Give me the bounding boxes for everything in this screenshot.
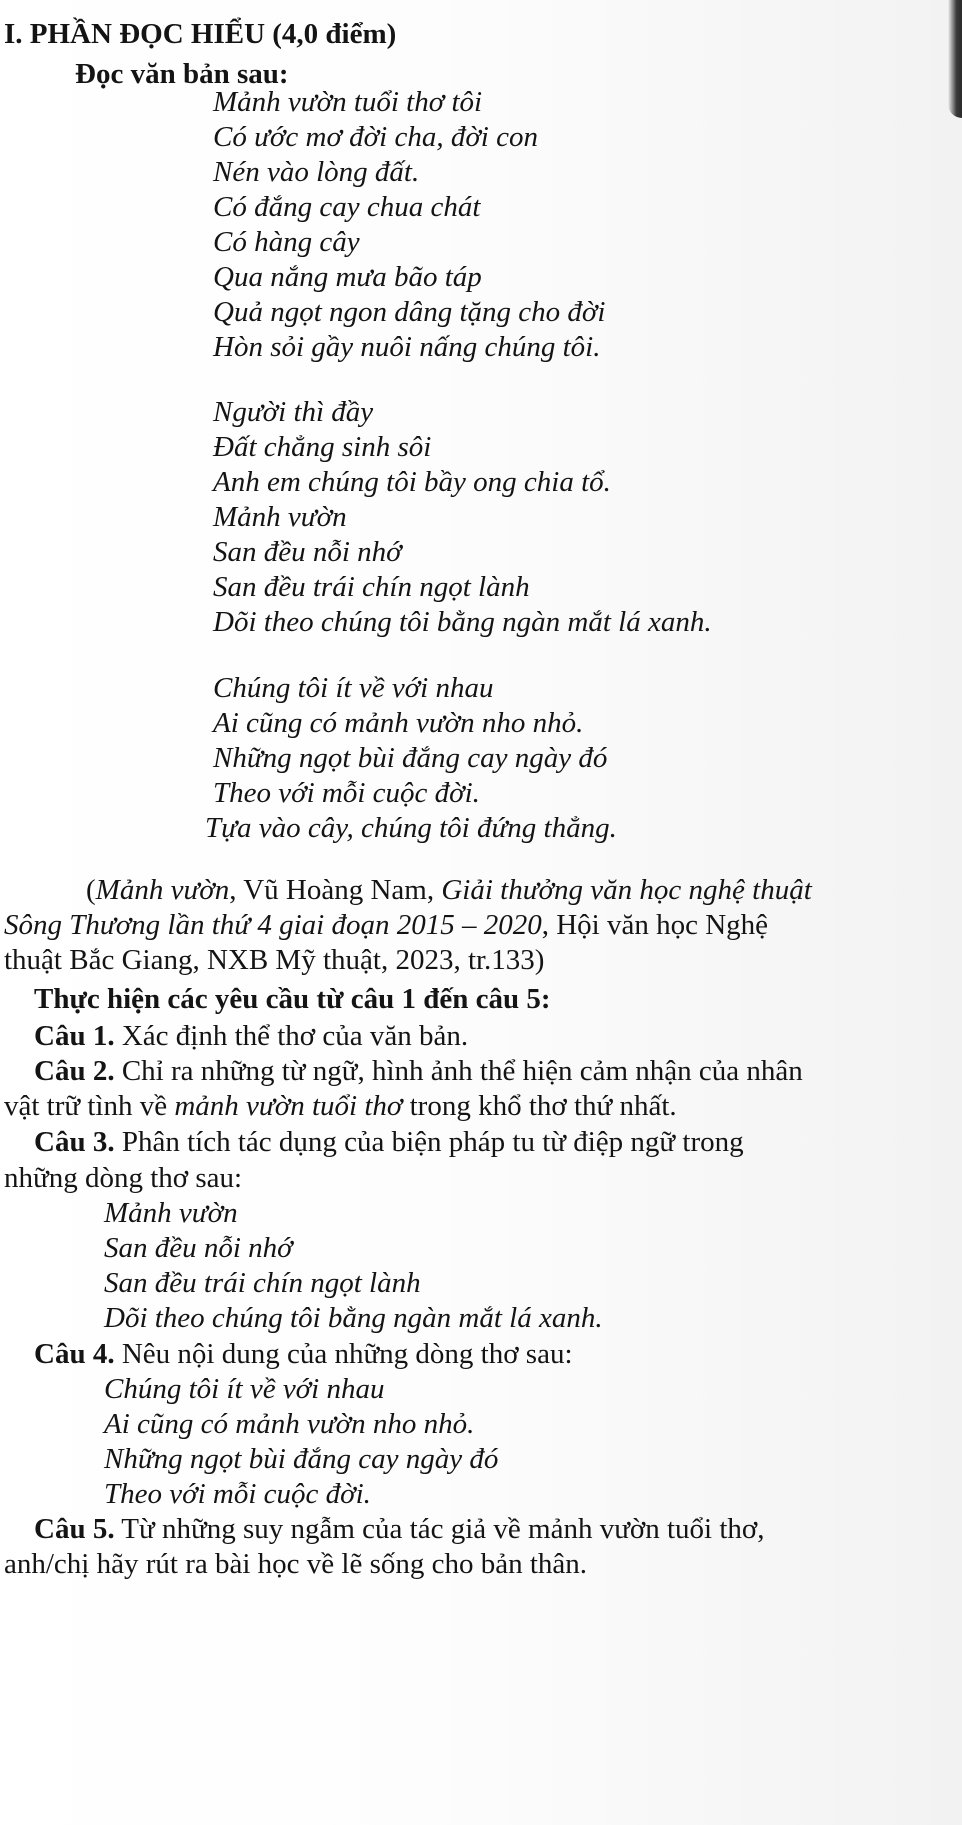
poem-line: Những ngọt bùi đắng cay ngày đó <box>213 742 608 774</box>
question-label: Câu 1. <box>34 1020 115 1052</box>
quote-line: Dõi theo chúng tôi bằng ngàn mắt lá xanh. <box>104 1302 603 1334</box>
quote-line: Chúng tôi ít về với nhau <box>104 1373 385 1405</box>
poem-line: San đều nỗi nhớ <box>213 536 402 568</box>
quote-line: San đều trái chín ngọt lành <box>104 1267 421 1299</box>
question-4 <box>34 1336 573 1372</box>
question-text: vật trữ tình về <box>4 1090 175 1122</box>
question-3-cont: những dòng thơ sau: <box>4 1162 243 1194</box>
task-heading: Thực hiện các yêu cầu từ câu 1 đến câu 5: <box>34 983 551 1015</box>
question-3 <box>34 1124 744 1160</box>
question-text: Xác định thể thơ của văn bản. <box>114 1020 469 1052</box>
quote-line: Ai cũng có mảnh vườn nho nhỏ. <box>104 1408 475 1440</box>
poem-line: Hòn sỏi gầy nuôi nấng chúng tôi. <box>213 331 601 363</box>
poem-line: San đều trái chín ngọt lành <box>213 571 530 603</box>
poem-line: Người thì đầy <box>213 396 374 428</box>
source-poem-title: Mảnh vườn <box>95 874 230 906</box>
poem-line: Quả ngọt ngon dâng tặng cho đời <box>213 296 606 328</box>
poem-line: Anh em chúng tôi bầy ong chia tổ. <box>213 466 611 498</box>
quote-line: Những ngọt bùi đắng cay ngày đó <box>104 1443 499 1475</box>
question-1 <box>34 1018 468 1054</box>
quote-line: San đều nỗi nhớ <box>104 1232 293 1264</box>
question-5-cont: anh/chị hãy rút ra bài học về lẽ sống cho bản thân. <box>4 1548 588 1580</box>
question-2 <box>34 1053 803 1089</box>
poem-line: Theo với mỗi cuộc đời. <box>213 777 480 809</box>
section-heading: I. PHẦN ĐỌC HIỂU (4,0 điểm) <box>4 18 397 50</box>
source-award: Giải thưởng văn học nghệ thuật <box>441 874 812 906</box>
source-open-paren: ( <box>86 874 96 906</box>
poem-line: Có ước mơ đời cha, đời con <box>213 121 538 153</box>
poem-line: Qua nắng mưa bão táp <box>213 261 482 293</box>
poem-line: Có đắng cay chua chát <box>213 191 481 223</box>
poem-line: Tựa vào cây, chúng tôi đứng thẳng. <box>205 812 617 844</box>
page-edge-shadow <box>948 0 962 118</box>
source-line-3: thuật Bắc Giang, NXB Mỹ thuật, 2023, tr.133) <box>4 944 545 976</box>
poem-line: Mảnh vườn tuổi thơ tôi <box>213 86 483 118</box>
source-publisher: , Hội văn học Nghệ <box>541 909 769 941</box>
question-text: trong khổ thơ thứ nhất. <box>402 1090 677 1122</box>
question-text: Phân tích tác dụng của biện pháp tu từ điệp ngữ trong <box>114 1126 744 1158</box>
question-5 <box>34 1511 765 1547</box>
source-line-1 <box>86 872 812 908</box>
source-author: , Vũ Hoàng Nam, <box>229 874 442 906</box>
poem-line: Mảnh vườn <box>213 501 347 533</box>
source-award-cont: Sông Thương lần thứ 4 giai đoạn 2015 – 2020 <box>4 909 542 941</box>
poem-line: Nén vào lòng đất. <box>213 156 420 188</box>
question-label: Câu 3. <box>34 1126 115 1158</box>
question-label: Câu 4. <box>34 1338 115 1370</box>
question-text: Chỉ ra những từ ngữ, hình ảnh thể hiện cảm nhận của nhân <box>114 1055 803 1087</box>
question-2-cont <box>4 1088 677 1124</box>
poem-line: Có hàng cây <box>213 226 360 258</box>
read-instruction: Đọc văn bản sau: <box>75 58 289 90</box>
question-label: Câu 2. <box>34 1055 115 1087</box>
question-text: Từ những suy ngẫm của tác giả về mảnh vườn tuổi thơ, <box>114 1513 765 1545</box>
quote-line: Theo với mỗi cuộc đời. <box>104 1478 371 1510</box>
quote-line: Mảnh vườn <box>104 1197 238 1229</box>
poem-line: Chúng tôi ít về với nhau <box>213 672 494 704</box>
poem-line: Dõi theo chúng tôi bằng ngàn mắt lá xanh. <box>213 606 712 638</box>
question-text: Nêu nội dung của những dòng thơ sau: <box>114 1338 573 1370</box>
poem-line: Ai cũng có mảnh vườn nho nhỏ. <box>213 707 584 739</box>
question-label: Câu 5. <box>34 1513 115 1545</box>
question-text-italic: mảnh vườn tuổi thơ <box>174 1090 403 1122</box>
source-line-2 <box>4 907 768 943</box>
poem-line: Đất chẳng sinh sôi <box>213 431 432 463</box>
